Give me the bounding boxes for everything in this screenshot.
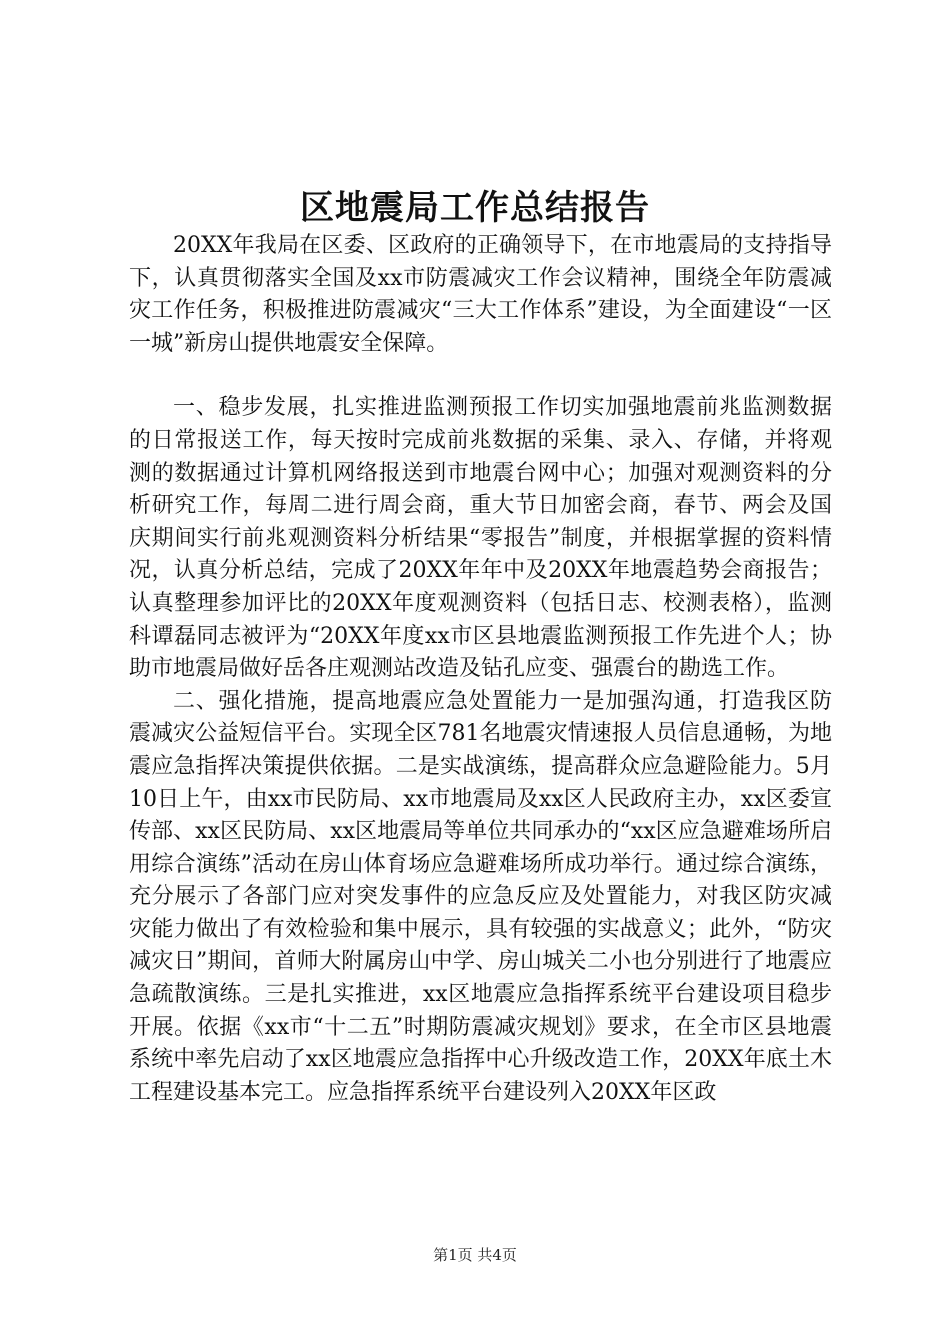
- section-one-paragraph: 一、稳步发展，扎实推进监测预报工作切实加强地震前兆监测数据的日常报送工作，每天按时完成前兆数据的采集、录入、存储，并将观测的数据通过计算机网络报送到市地震台网中心；加强对观测资料的分析研究工作，每周二进行周会商，重大节日加密会商，春节、两会及国庆期间实行前兆观测资料分析结果“零报告”制度，并根据掌握的资料情况，认真分析总结，完成了20XX年年中及20XX年地震趋势会商报告；认真整理参加评比的20XX年度观测资料（包括日志、校测表格），监测科谭磊同志被评为“20XX年度xx市区县地震监测预报工作先进个人；协助市地震局做好岳各庄观测站改造及钻孔应变、强震台的勘选工作。: [129, 395, 832, 682]
- page-number-footer: 第1页 共4页: [433, 1246, 517, 1264]
- section-two-paragraph: 二、强化措施，提高地震应急处置能力一是加强沟通，打造我区防震减灾公益短信平台。实现全区781名地震灾情速报人员信息通畅，为地震应急指挥决策提供依据。二是实战演练，提高群众应急避险能力。5月10日上午，由xx市民防局、xx市地震局及xx区人民政府主办，xx区委宣传部、xx区民防局、xx区地震局等单位共同承办的“xx区应急避难场所启用综合演练”活动在房山体育场应急避难场所成功举行。通过综合演练，充分展示了各部门应对突发事件的应急反应及处置能力，对我区防灾减灾能力做出了有效检验和集中展示，具有较强的实战意义；此外，“防灾减灾日”期间，首师大附属房山中学、房山城关二小也分别进行了地震应急疏散演练。三是扎实推进，xx区地震应急指挥系统平台建设项目稳步开展。依据《xx市“十二五”时期防震减灾规划》要求，在全市区县地震系统中率先启动了xx区地震应急指挥中心升级改造工作，20XX年底土木工程建设基本完工。应急指挥系统平台建设列入20XX年区政: [129, 688, 832, 1105]
- document-title: 区地震局工作总结报告: [300, 188, 650, 228]
- intro-paragraph: 20XX年我局在区委、区政府的正确领导下，在市地震局的支持指导下，认真贯彻落实全国及xx市防震减灾工作会议精神，围绕全年防震减灾工作任务，积极推进防震减灾“三大工作体系”建设，为全面建设“一区一城”新房山提供地震安全保障。: [129, 233, 832, 356]
- paragraph-spacer: [129, 360, 832, 392]
- document-body: [129, 230, 832, 1109]
